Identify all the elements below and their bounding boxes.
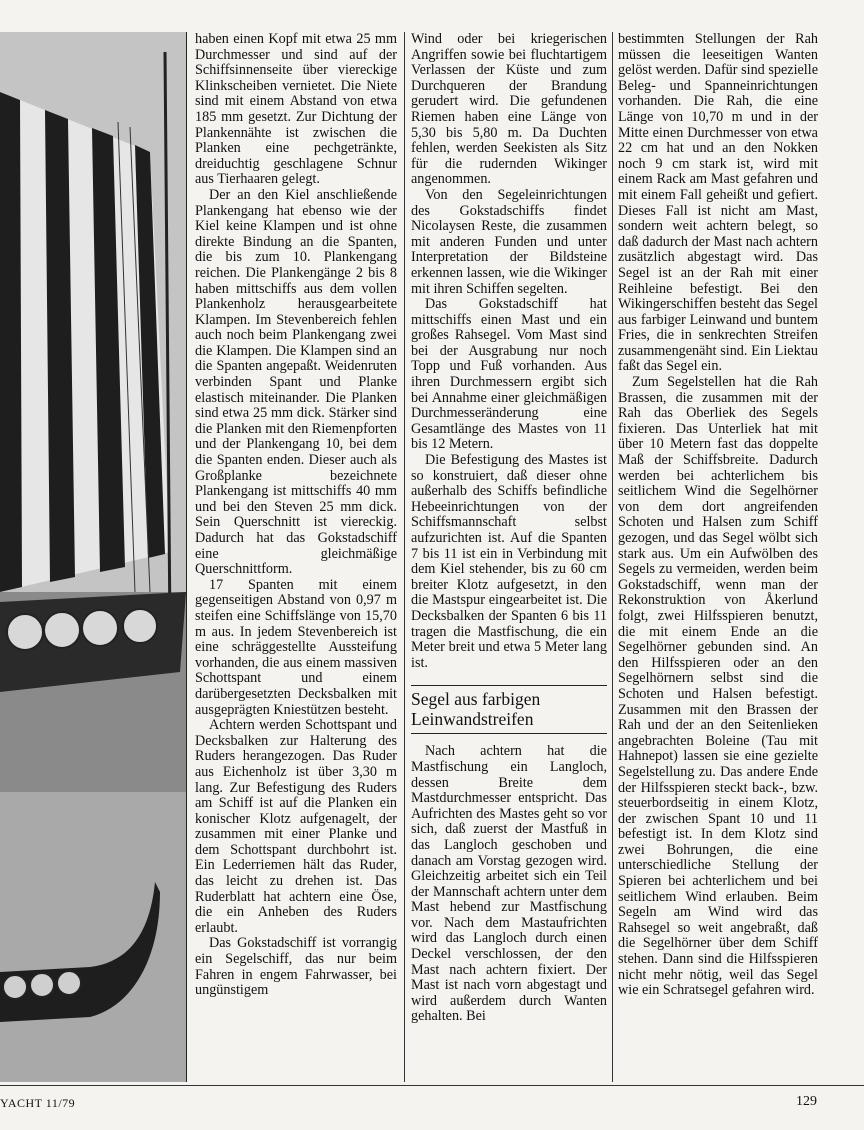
paragraph: Die Befestigung des Mastes ist so konstruiert, daß dieser ohne außerhalb des Schiffs befindliche Hebeeinrichtungen von der Schiffsmannschaft selbst aufzurichten ist. Auf die Spanten 7 bis 11 ist ein in Verbindung mit dem Kiel stehender, bis zu 60 cm breiter Klotz aufgesetzt, in den die Mastspur eingearbeitet ist. Die Decksbalken der Spanten 6 bis 11 tragen die Mastfischung, die ein Meter breit und etwa 5 Meter lang ist. bbox=[411, 452, 607, 671]
paragraph: Das Gokstadschiff ist vorrangig ein Segelschiff, das nur beim Fahren in engem Fahrwasser, bei ungünstigem bbox=[195, 935, 397, 999]
text-column-3 bbox=[618, 32, 818, 999]
footer-rule bbox=[0, 1085, 864, 1086]
paragraph: Wind oder bei kriegerischen Angriffen sowie bei fluchtartigem Verlassen der Küste und zum Durchqueren der Brandung gerudert wird. Die gefundenen Riemen haben eine Länge von 5,30 bis 5,80 m. Da Duchten fehlen, werden Seekisten als Sitz für die rudernden Wikinger angenommen. bbox=[411, 31, 607, 188]
text-column-2 bbox=[411, 32, 607, 1025]
text-column-1 bbox=[195, 32, 397, 999]
section-heading-box bbox=[411, 685, 607, 734]
paragraph: Der an den Kiel anschließende Plankengang hat ebenso wie der Kiel keine Klampen und ist ohne direkte Bindung an die Spanten, die bis zum 10. Plankengang reichen. Die Plankengänge 2 bis 8 haben mittschiffs aus dem vollen Plankenholz herausgearbeitete Klampen. Im Stevenbereich fehlen auch noch beim Plankengang zwei die Klampen. Die Klampen sind an die Spanten angepaßt. Weidenruten verbinden Spant und Planke elastisch miteinander. Die Planken sind etwa 25 mm dick. Stärker sind die Planken mit den Riemenpforten und der Plankengang 10, bei dem die Spanten enden. Dieser auch als Großplanke bezeichnete Plankengang ist mittschiffs 40 mm und bei den Steven 25 mm dick. Sein Querschnitt ist viereckig. Dadurch hat das Gokstadschiff eine gleichmäßige Querschnittform. bbox=[195, 186, 397, 578]
paragraph: haben einen Kopf mit etwa 25 mm Durchmesser und sind auf der Schiffsinnenseite über viereckige Klinkscheiben vernietet. Die Niete sind mit einem Abstand von etwa 185 mm gesetzt. Zur Dichtung der Plankennähte ist zwischen die Planken eine pechgetränkte, dreiduchtig geschlagene Schnur aus Tierhaaren gelegt. bbox=[195, 31, 397, 188]
paragraph: Das Gokstadschiff hat mittschiffs einen Mast und ein großes Rahsegel. Vom Mast sind bei der Ausgrabung nur noch Topp und Fuß vorhanden. Aus ihren Durchmessern ergibt sich bei Annahme einer gleichmäßigen Durchmesseränderung eine Gesamtlänge des Mastes von 11 bis 12 Metern. bbox=[411, 296, 607, 453]
paragraph: bestimmten Stellungen der Rah müssen die leeseitigen Wanten gelöst werden. Dafür sind spezielle Beleg- und Spanneinrichtungen vorhanden. Die Rah, die eine Länge von 10,70 m und in der Mitte einen Durchmesser von etwa 22 cm hat und an den Nokken noch 9 cm stark ist, wird mit einem Rack am Mast gefahren und mit einem Fall geheißt und gefiert. Dieses Fall ist nicht am Mast, sondern weit achtern belegt, so daß dadurch der Mast nach achtern zusätzlich abgestagt wird. Das Segel ist an der Rah mit einer Reihleine befestigt. Bei den Wikingerschiffen besteht das Segel aus farbiger Leinwand und buntem Fries, die in senkrechten Streifen zusammengenäht sind. Ein Liektau faßt das Segel ein. bbox=[618, 31, 818, 375]
section-heading: Segel aus farbigen Leinwandstreifen bbox=[411, 689, 541, 730]
paragraph: Zum Segelstellen hat die Rah Brassen, die zusammen mit der Rah das Oberliek des Segels fixieren. Das Unterliek hat mit über 10 Metern fast das doppelte Maß der Schiffsbreite. Dadurch werden bei achterlichem bis seitlichem Wind die Segelhörner von dem dort angreifenden Schoten und Halsen zum Schiff gezogen, und das Segel wölbt sich stark aus. Um ein Aufwölben des Segels zu vermeiden, werden beim Gokstadschiff, wenn man der Rekonstruktion von Åkerlund folgt, zwei Hilfsspieren benutzt, die mit einem Ende an die Segelhörner gebunden sind. An den Hilfsspieren oder an den Segelhörnern selbst sind die Schoten und Halsen befestigt. Zusammen mit den Brassen der Rah und der an den Seitenlieken angebrachten Boleine (Tau mit Hahnepot) lassen sie eine gezielte Segelstellung zu. Das andere Ende der Hilfsspieren steckt back-, bzw. steuerbordseitig in einem Klotz, der zwischen Spant 10 und 11 befestigt ist. In dem Klotz sind zwei Bohrungen, die eine unterschiedliche Stellung der Spieren bei achterlichem und bei seitlichem Wind erlauben. Beim Segeln am Wind wird das Rahsegel so weit angebraßt, daß die Segelhörner über dem Schiff stehen. Dann sind die Hilfsspieren nicht mehr nötig, weil das Segel wie ein Schratsegel gefahren wird. bbox=[618, 374, 818, 999]
column-divider bbox=[612, 32, 613, 1082]
column-divider bbox=[404, 32, 405, 1082]
paragraph: Achtern werden Schottspant und Decksbalken zur Halterung des Ruders herangezogen. Das Ruder aus Eichenholz ist über 3,30 m lang. Zur Befestigung des Ruders am Schiff ist auf die Planken ein konischer Klotz aufgenagelt, der zusammen mit einer Planke und dem Schottspant durchbohrt ist. Ein Lederriemen hält das Ruder, das leicht zu drehen ist. Das Ruderblatt hat achtern eine Öse, die ein Anheben des Ruders erlaubt. bbox=[195, 717, 397, 936]
magazine-issue: YACHT 11/79 bbox=[0, 1096, 76, 1110]
paragraph: 17 Spanten mit einem gegenseitigen Abstand von 0,97 m steifen eine Schiffslänge von 15,70 m aus. In jedem Stevenbereich ist eine schräggestellte Aussteifung vorhanden, die aus einem massiven Schottspant und einem darübergesetzten Decksbalken mit ausgeprägten Kniestützen besteht. bbox=[195, 576, 397, 718]
page-number: 129 bbox=[796, 1094, 817, 1109]
paragraph: Von den Segeleinrichtungen des Gokstadschiffs findet Nicolaysen Reste, die zusammen mit anderen Funden und unter Interpretation der Bildsteine erkennen lassen, wie die Wikinger mit ihren Schiffen segelten. bbox=[411, 186, 607, 297]
viking-ship-photo bbox=[0, 32, 187, 1082]
paragraph: Nach achtern hat die Mastfischung ein Langloch, dessen Breite dem Mastdurchmesser entspricht. Das Aufrichten des Mastes geht so vor sich, daß zuerst der Mastfuß in das Langloch geschoben und danach am Vorstag gezogen wird. Gleichzeitig arbeitet sich ein Teil der Mannschaft achtern unter dem Mast hebend zur Mastfischung vor. Nach dem Mastaufrichten wird das Langloch durch einen Deckel verschlossen, der den Mast nach achtern fixiert. Der Mast ist nach vorn abgestagt und wird außerdem durch Wanten gehalten. Bei bbox=[411, 743, 607, 1025]
